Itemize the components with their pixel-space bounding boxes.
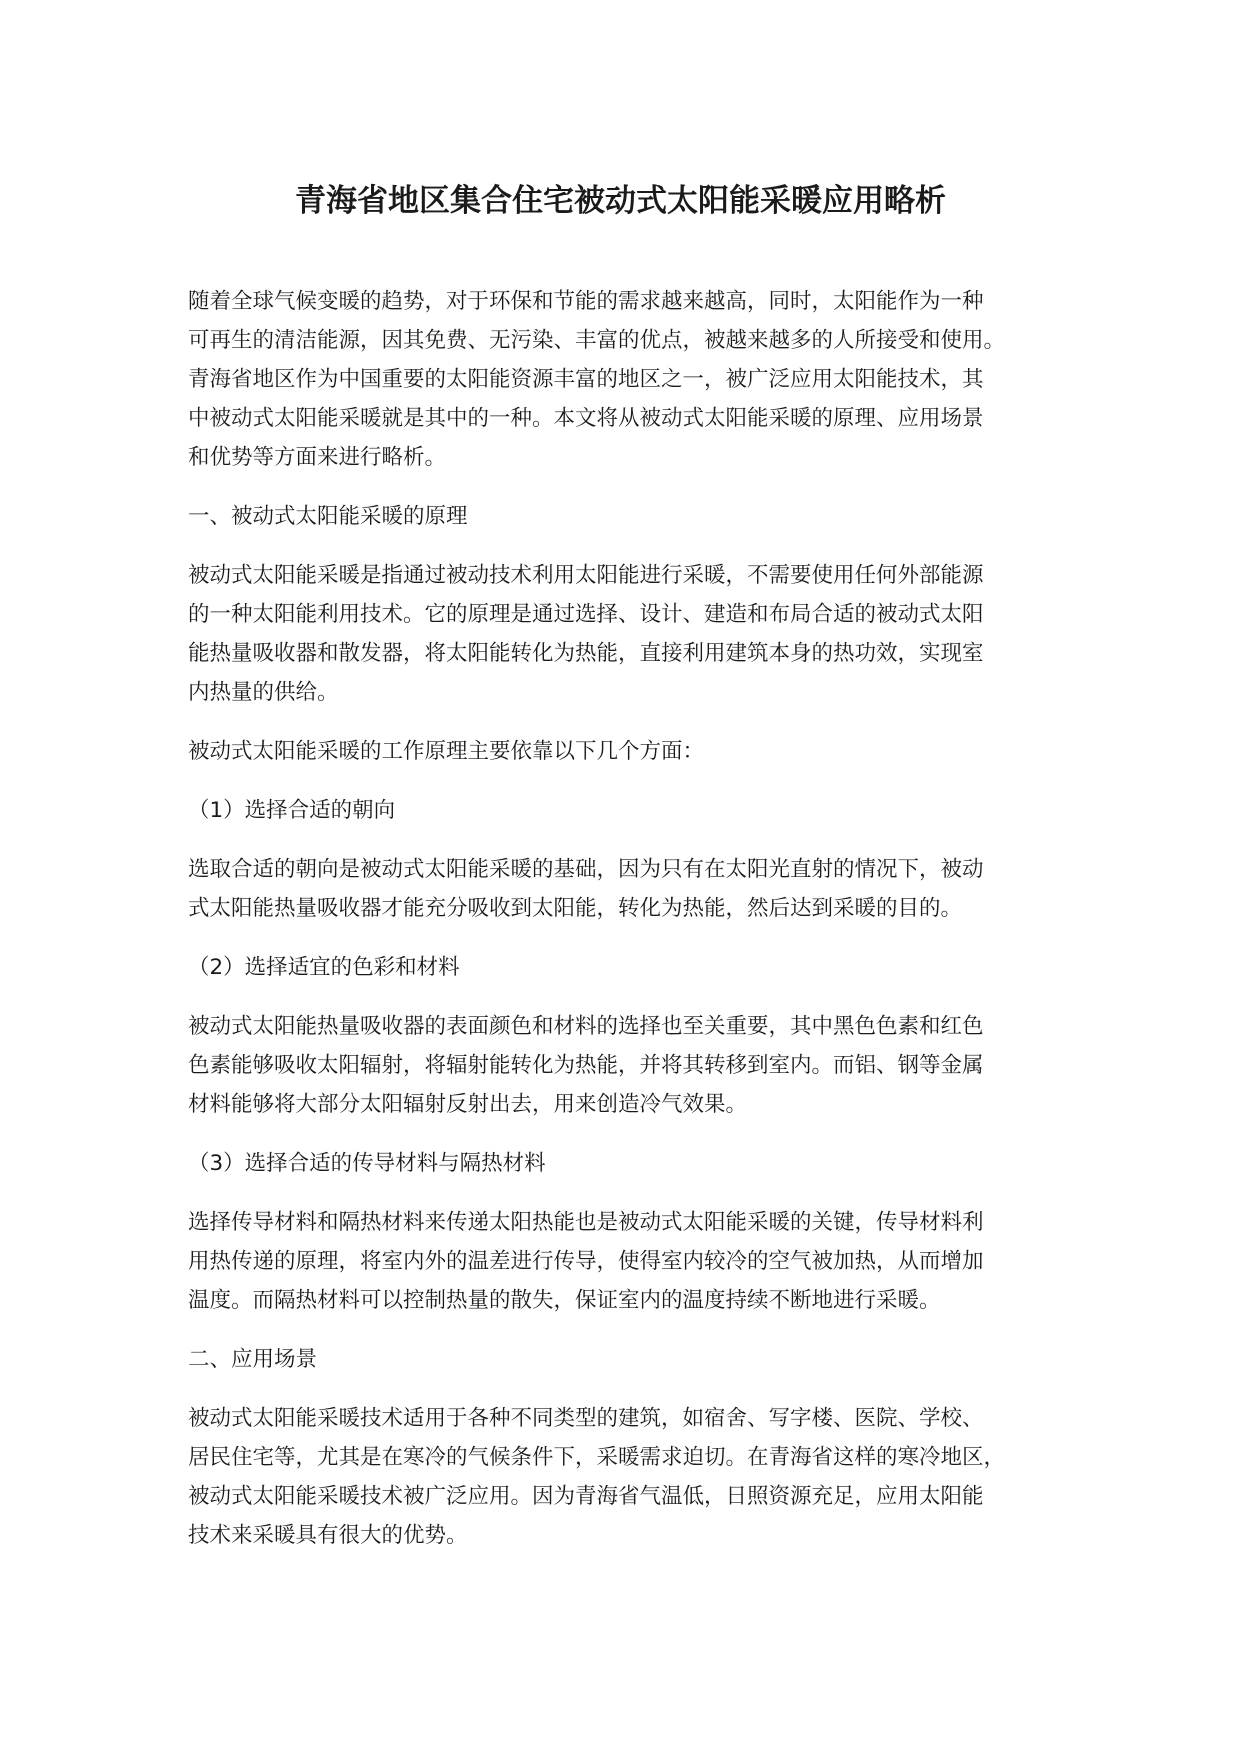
principle-paragraph xyxy=(188,556,1078,712)
text-line: 被动式太阳能热量吸收器的表面颜色和材料的选择也至关重要，其中黑色色素和红色 xyxy=(188,1014,984,1039)
text-line: 被动式太阳能采暖技术适用于各种不同类型的建筑，如宿舍、写字楼、医院、学校、 xyxy=(188,1406,984,1431)
paragraph-spacer xyxy=(188,1183,1078,1203)
text-line: 能热量吸收器和散发器，将太阳能转化为热能，直接利用建筑本身的热功效，实现室 xyxy=(188,641,984,666)
conduction-insulation-paragraph xyxy=(188,1203,1078,1320)
text-line: 二、应用场景 xyxy=(188,1347,318,1372)
text-line: 一、被动式太阳能采暖的原理 xyxy=(188,504,468,529)
paragraph-spacer xyxy=(188,928,1078,948)
text-line: 青海省地区作为中国重要的太阳能资源丰富的地区之一，被广泛应用太阳能技术，其 xyxy=(188,367,984,392)
text-line: 居民住宅等，尤其是在寒冷的气候条件下，采暖需求迫切。在青海省这样的寒冷地区， xyxy=(188,1445,1006,1470)
text-line: （1）选择合适的朝向 xyxy=(188,798,396,823)
section-heading-application xyxy=(188,1340,1078,1379)
document-title: 青海省地区集合住宅被动式太阳能采暖应用略析 xyxy=(295,183,946,219)
section-heading-principle xyxy=(188,497,1078,536)
text-line: 选择传导材料和隔热材料来传递太阳热能也是被动式太阳能采暖的关键，传导材料利 xyxy=(188,1210,984,1235)
paragraph-spacer xyxy=(188,1379,1078,1399)
paragraph-spacer xyxy=(188,987,1078,1007)
paragraph-spacer xyxy=(188,712,1078,732)
paragraph-spacer xyxy=(188,771,1078,791)
orientation-paragraph xyxy=(188,850,1078,928)
text-line: 色素能够吸收太阳辐射，将辐射能转化为热能，并将其转移到室内。而铝、钢等金属 xyxy=(188,1053,984,1078)
paragraph-spacer xyxy=(188,1124,1078,1144)
document-body xyxy=(188,282,1078,1555)
paragraph-spacer xyxy=(188,477,1078,497)
text-line: 可再生的清洁能源，因其免费、无污染、丰富的优点，被越来越多的人所接受和使用。 xyxy=(188,328,1006,353)
text-line: （2）选择适宜的色彩和材料 xyxy=(188,955,460,980)
working-principle-intro xyxy=(188,732,1078,771)
subheading-color-material xyxy=(188,948,1078,987)
application-paragraph xyxy=(188,1399,1078,1555)
text-line: 被动式太阳能采暖的工作原理主要依靠以下几个方面： xyxy=(188,739,705,764)
text-line: 被动式太阳能采暖技术被广泛应用。因为青海省气温低，日照资源充足，应用太阳能 xyxy=(188,1484,984,1509)
intro-paragraph xyxy=(188,282,1078,477)
text-line: 被动式太阳能采暖是指通过被动技术利用太阳能进行采暖，不需要使用任何外部能源 xyxy=(188,563,984,588)
text-line: 选取合适的朝向是被动式太阳能采暖的基础，因为只有在太阳光直射的情况下，被动 xyxy=(188,857,984,882)
text-line: 的一种太阳能利用技术。它的原理是通过选择、设计、建造和布局合适的被动式太阳 xyxy=(188,602,984,627)
text-line: 技术来采暖具有很大的优势。 xyxy=(188,1523,468,1548)
text-line: 用热传递的原理，将室内外的温差进行传导，使得室内较冷的空气被加热，从而增加 xyxy=(188,1249,984,1274)
text-line: 材料能够将大部分太阳辐射反射出去，用来创造冷气效果。 xyxy=(188,1092,748,1117)
text-line: 随着全球气候变暖的趋势，对于环保和节能的需求越来越高，同时，太阳能作为一种 xyxy=(188,289,984,314)
text-line: 温度。而隔热材料可以控制热量的散失，保证室内的温度持续不断地进行采暖。 xyxy=(188,1288,941,1313)
paragraph-spacer xyxy=(188,1320,1078,1340)
paragraph-spacer xyxy=(188,536,1078,556)
color-material-paragraph xyxy=(188,1007,1078,1124)
text-line: 中被动式太阳能采暖就是其中的一种。本文将从被动式太阳能采暖的原理、应用场景 xyxy=(188,406,984,431)
text-line: 和优势等方面来进行略析。 xyxy=(188,445,447,470)
subheading-orientation xyxy=(188,791,1078,830)
text-line: （3）选择合适的传导材料与隔热材料 xyxy=(188,1151,546,1176)
text-line: 式太阳能热量吸收器才能充分吸收到太阳能，转化为热能，然后达到采暖的目的。 xyxy=(188,896,963,921)
paragraph-spacer xyxy=(188,830,1078,850)
text-line: 内热量的供给。 xyxy=(188,680,339,705)
subheading-conduction-insulation xyxy=(188,1144,1078,1183)
